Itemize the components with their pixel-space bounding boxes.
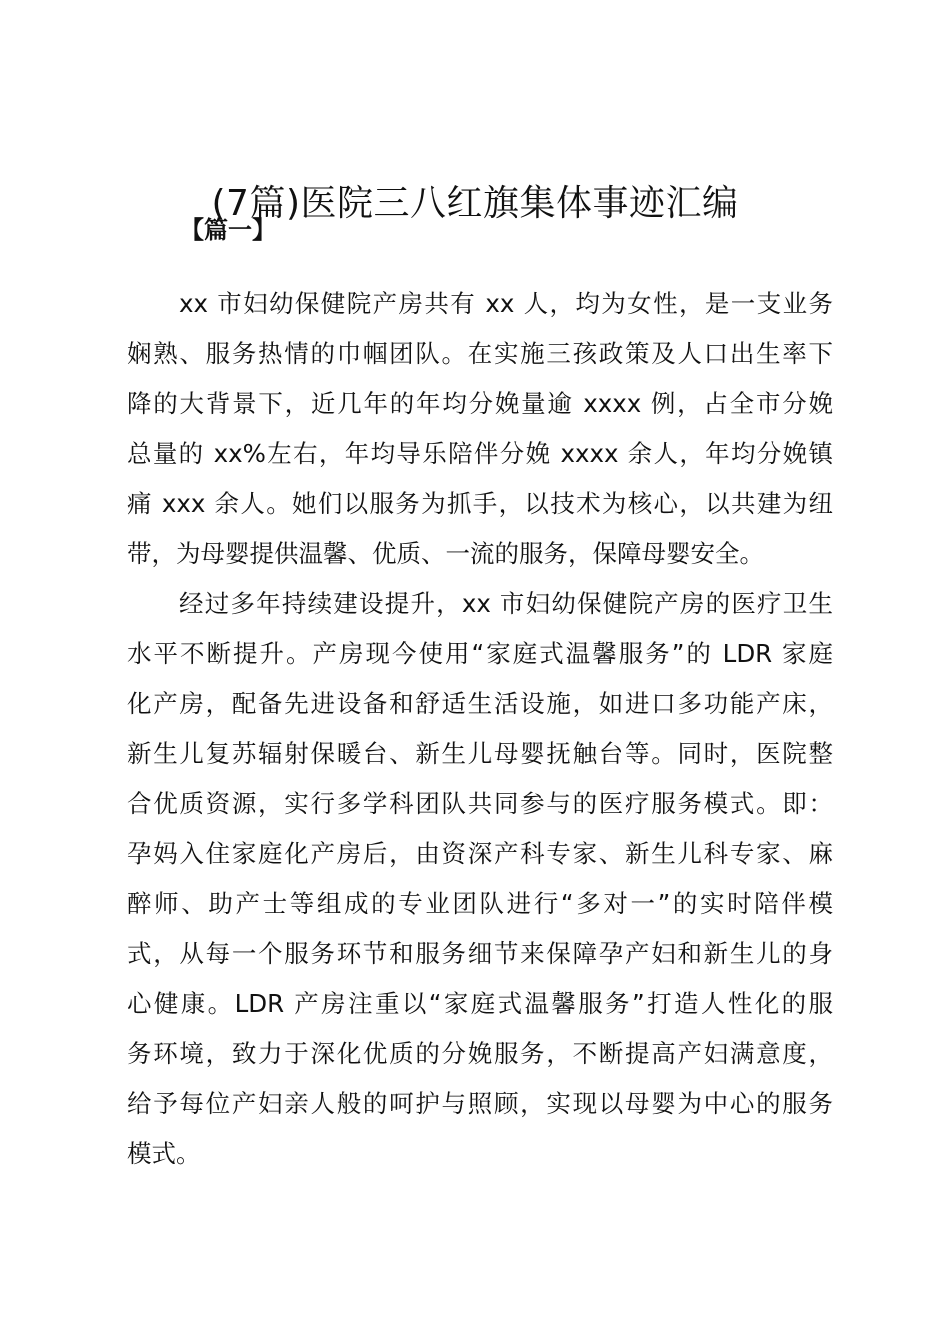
paragraph-line: 降的大背景下，近几年的年均分娩量逾 xxxx 例，占全市分娩 [127, 389, 833, 418]
paragraph-2 [127, 579, 833, 1179]
paragraph-line: 孕妈入住家庭化产房后，由资深产科专家、新生儿科专家、麻 [127, 839, 833, 868]
section-heading: 【篇一】 [180, 216, 276, 244]
paragraph-line: 醉师、助产士等组成的专业团队进行“多对一”的实时陪伴模 [127, 889, 833, 918]
paragraph-line: 带，为母婴提供温馨、优质、一流的服务，保障母婴安全。 [127, 539, 764, 568]
paragraph-line: 式，从每一个服务环节和服务细节来保障孕产妇和新生儿的身 [127, 939, 833, 968]
paragraph-1 [127, 279, 833, 579]
paragraph-line: 经过多年持续建设提升，xx 市妇幼保健院产房的医疗卫生 [179, 589, 833, 618]
paragraph-line: 模式。 [127, 1139, 201, 1168]
paragraph-line: 总量的 xx%左右，年均导乐陪伴分娩 xxxx 余人，年均分娩镇 [127, 439, 833, 468]
paragraph-line: 新生儿复苏辐射保暖台、新生儿母婴抚触台等。同时，医院整 [127, 739, 833, 768]
paragraph-line: 水平不断提升。产房现今使用“家庭式温馨服务”的 LDR 家庭 [127, 639, 833, 668]
paragraph-line: 娴熟、服务热情的巾帼团队。在实施三孩政策及人口出生率下 [127, 339, 833, 368]
paragraph-line: 心健康。LDR 产房注重以“家庭式温馨服务”打造人性化的服 [127, 989, 833, 1018]
document-title: (7篇)医院三八红旗集体事迹汇编 [211, 183, 739, 224]
paragraph-line: 务环境，致力于深化优质的分娩服务，不断提高产妇满意度， [127, 1039, 833, 1068]
paragraph-line: 痛 xxx 余人。她们以服务为抓手，以技术为核心，以共建为纽 [127, 489, 833, 518]
paragraph-line: 合优质资源，实行多学科团队共同参与的医疗服务模式。即： [127, 789, 833, 818]
paragraph-line: 给予每位产妇亲人般的呵护与照顾，实现以母婴为中心的服务 [127, 1089, 833, 1118]
paragraph-line: xx 市妇幼保健院产房共有 xx 人，均为女性，是一支业务 [179, 289, 833, 318]
paragraph-line: 化产房，配备先进设备和舒适生活设施，如进口多功能产床， [127, 689, 833, 718]
